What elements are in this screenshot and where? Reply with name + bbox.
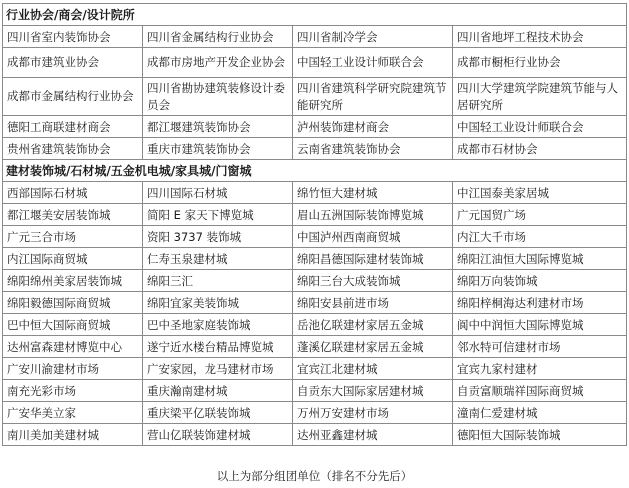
table-cell: 绵阳三台大成装饰城 [293, 270, 453, 292]
table-row [3, 270, 627, 292]
table-cell: 宜宾江北建材城 [293, 358, 453, 380]
table-row [3, 380, 627, 402]
table-cell: 贵州省建筑装饰协会 [3, 138, 143, 160]
table-row [3, 358, 627, 380]
table-cell: 岳池亿联建材家居五金城 [293, 314, 453, 336]
table-cell: 西部国际石材城 [3, 182, 143, 204]
table-cell: 成都市石材协会 [453, 138, 627, 160]
table-cell: 中国泸州西南商贸城 [293, 226, 453, 248]
table-cell: 四川省地坪工程技术协会 [453, 26, 627, 48]
table-cell: 绵阳三汇 [143, 270, 293, 292]
table-cell: 德阳恒大国际装饰城 [453, 424, 627, 446]
table-cell: 南川美加美建材城 [3, 424, 143, 446]
table-cell: 云南省建筑装饰协会 [293, 138, 453, 160]
table-cell: 四川省建筑科学研究院建筑节能研究所 [293, 78, 453, 116]
table-cell: 泸州装饰建材商会 [293, 116, 453, 138]
table-cell: 宜宾九家村建材 [453, 358, 627, 380]
table-cell: 成都市橱柜行业协会 [453, 48, 627, 78]
table-cell: 四川省勘协建筑装修设计委员会 [143, 78, 293, 116]
table-cell: 眉山五洲国际装饰博览城 [293, 204, 453, 226]
table-cell: 广元三合市场 [3, 226, 143, 248]
table-cell: 万州万安建材市场 [293, 402, 453, 424]
table-cell: 中国轻工业设计师联合会 [293, 48, 453, 78]
table-cell: 绵阳江油恒大国际博览城 [453, 248, 627, 270]
table-cell: 成都市房地产开发企业协会 [143, 48, 293, 78]
table-cell: 广安家园，龙马建材市场 [143, 358, 293, 380]
table-cell: 蓬溪亿联建材家居五金城 [293, 336, 453, 358]
table-row [3, 248, 627, 270]
footer-note: 以上为部分组团单位（排名不分先后） [216, 469, 413, 483]
table-cell: 潼南仁爱建材城 [453, 402, 627, 424]
table-cell: 营山亿联装饰建材城 [143, 424, 293, 446]
table-cell: 中国轻工业设计师联合会 [453, 116, 627, 138]
table-cell: 绵阳梓桐海达利建材市场 [453, 292, 627, 314]
table-cell: 四川省制冷学会 [293, 26, 453, 48]
table-cell: 绵阳宜家美装饰城 [143, 292, 293, 314]
table-row [3, 226, 627, 248]
table-cell: 重庆瀚南建材城 [143, 380, 293, 402]
table-cell: 都江堰建筑装饰协会 [143, 116, 293, 138]
section-header-row [3, 160, 627, 182]
table-cell: 仁寿玉泉建材城 [143, 248, 293, 270]
table-cell: 资阳 3737 装饰城 [143, 226, 293, 248]
table-cell: 巴中圣地家庭装饰城 [143, 314, 293, 336]
table-cell: 重庆梁平亿联装饰城 [143, 402, 293, 424]
table-row [3, 314, 627, 336]
table-cell: 德阳工商联建材商会 [3, 116, 143, 138]
table-cell: 中江国泰美家居城 [453, 182, 627, 204]
member-table-body [3, 4, 627, 446]
table-row [3, 26, 627, 48]
member-table-container [2, 3, 626, 446]
table-cell: 四川省室内装饰协会 [3, 26, 143, 48]
table-cell: 重庆市建筑装饰协会 [143, 138, 293, 160]
table-cell: 绵阳万向装饰城 [453, 270, 627, 292]
table-cell: 自贡富顺瑞祥国际商贸城 [453, 380, 627, 402]
section-header-row [3, 4, 627, 26]
table-row [3, 402, 627, 424]
table-row [3, 336, 627, 358]
table-cell: 绵阳毅德国际商贸城 [3, 292, 143, 314]
table-cell: 成都市金属结构行业协会 [3, 78, 143, 116]
table-cell: 自贡东大国际家居建材城 [293, 380, 453, 402]
table-row [3, 292, 627, 314]
table-cell: 四川省金属结构行业协会 [143, 26, 293, 48]
table-cell: 成都市建筑业协会 [3, 48, 143, 78]
table-cell: 绵阳昌德国际建材装饰城 [293, 248, 453, 270]
table-cell: 巴中恒大国际商贸城 [3, 314, 143, 336]
table-cell: 绵阳安县前进市场 [293, 292, 453, 314]
member-table [2, 3, 627, 446]
table-cell: 阆中中润恒大国际博览城 [453, 314, 627, 336]
table-cell: 四川国际石材城 [143, 182, 293, 204]
table-cell: 广元国贸广场 [453, 204, 627, 226]
section-title: 行业协会/商会/设计院所 [3, 4, 627, 26]
table-cell: 广安华美立家 [3, 402, 143, 424]
table-row [3, 424, 627, 446]
table-cell: 都江堰美安居装饰城 [3, 204, 143, 226]
section-title: 建材装饰城/石材城/五金机电城/家具城/门窗城 [3, 160, 627, 182]
table-cell: 内江大千市场 [453, 226, 627, 248]
table-row [3, 78, 627, 116]
table-cell: 遂宁近水楼台精品博览城 [143, 336, 293, 358]
table-row [3, 48, 627, 78]
table-cell: 南充光彩市场 [3, 380, 143, 402]
table-cell: 邻水特可信建材市场 [453, 336, 627, 358]
table-cell: 达州富森建材博览中心 [3, 336, 143, 358]
table-cell: 内江国际商贸城 [3, 248, 143, 270]
table-cell: 简阳 E 家天下博览城 [143, 204, 293, 226]
table-row [3, 204, 627, 226]
table-cell: 绵阳绵州美家居装饰城 [3, 270, 143, 292]
table-row [3, 138, 627, 160]
table-row [3, 116, 627, 138]
table-cell: 绵竹恒大建材城 [293, 182, 453, 204]
table-cell: 四川大学建筑学院建筑节能与人居研究所 [453, 78, 627, 116]
table-cell: 达州亚鑫建材城 [293, 424, 453, 446]
table-row [3, 182, 627, 204]
table-cell: 广安川渝建材市场 [3, 358, 143, 380]
